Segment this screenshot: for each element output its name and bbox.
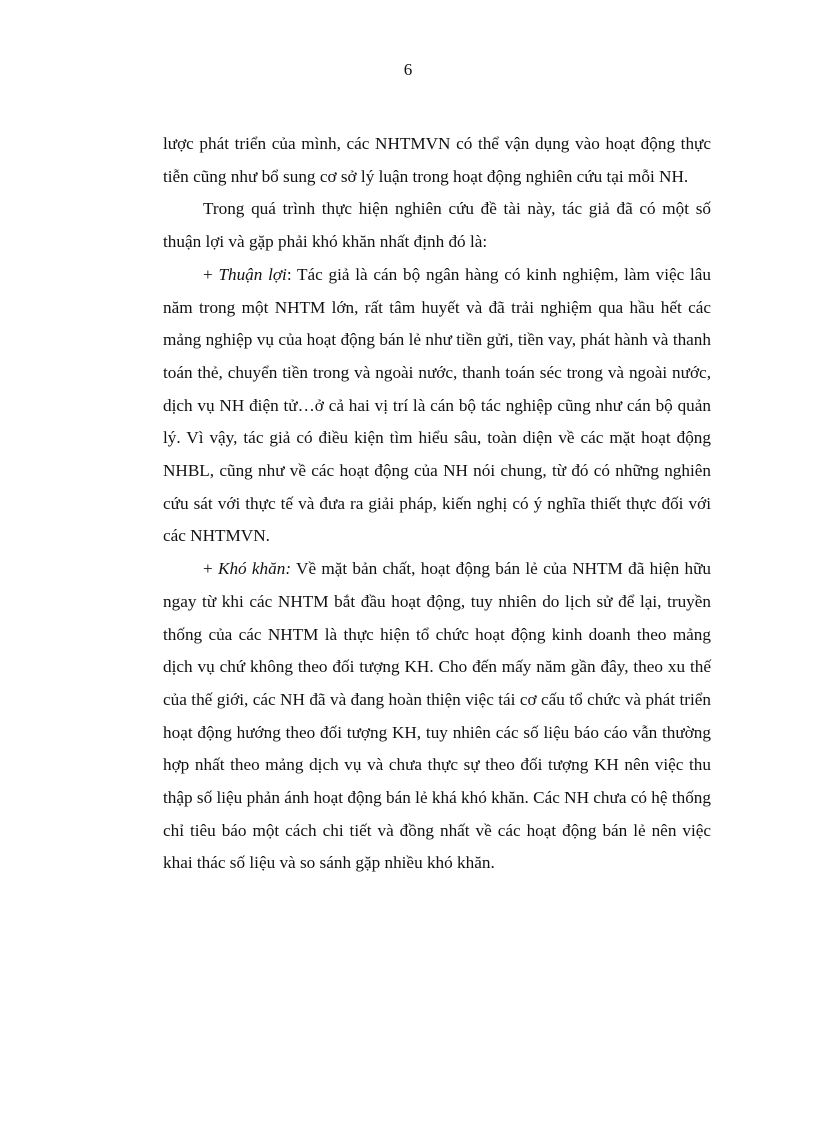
difficulties-text: Về mặt bản chất, hoạt động bán lẻ của NHTM đã hiện hữu ngay từ khi các NHTM bắt đầu hoạt động, tuy nhiên do lịch sử để lại, truyền thống của các NHTM là thực hiện tổ chức hoạt động kinh doanh theo mảng dịch vụ chứ không theo đối tượng KH. Cho đến mấy năm gần đây, theo xu thế của thế giới, các NH đã và đang hoàn thiện việc tái cơ cấu tổ chức và phát triển hoạt động hướng theo đối tượng KH, tuy nhiên các số liệu báo cáo vẫn thường hợp nhất theo mảng dịch vụ và chưa thực sự theo đối tượng KH nên việc thu thập số liệu phản ánh hoạt động bán lẻ khá khó khăn. Các NH chưa có hệ thống chỉ tiêu báo một cách chi tiết và đồng nhất về các hoạt động bán lẻ nên việc khai thác số liệu và so sánh gặp nhiều khó khăn.	[163, 559, 711, 873]
advantages-term: Thuận lợi	[218, 264, 287, 284]
advantages-text: : Tác giả là cán bộ ngân hàng có kinh nghiệm, làm việc lâu năm trong một NHTM lớn, rất tâm huyết và đã trải nghiệm qua hầu hết các mảng nghiệp vụ của hoạt động bán lẻ như tiền gửi, tiền vay, phát hành và thanh toán thẻ, chuyển tiền trong và ngoài nước, thanh toán séc trong và ngoài nước, dịch vụ NH điện tử…ở cả hai vị trí là cán bộ tác nghiệp cũng như cán bộ quản lý. Vì vậy, tác giả có điều kiện tìm hiểu sâu, toàn diện về các mặt hoạt động NHBL, cũng như về các hoạt động của NH nói chung, từ đó có những nghiên cứu sát với thực tế và đưa ra giải pháp, kiến nghị có ý nghĩa thiết thực đối với các NHTMVN.	[163, 264, 711, 546]
paragraph-continuation: lược phát triển của mình, các NHTMVN có thể vận dụng vào hoạt động thực tiễn cũng như bổ sung cơ sở lý luận trong hoạt động nghiên cứu tại mỗi NH.	[163, 134, 711, 186]
body-text	[163, 128, 711, 880]
difficulties-prefix: +	[203, 559, 218, 579]
paragraph-advantages	[163, 259, 711, 553]
page-number: 6	[403, 60, 413, 79]
paragraph-intro: Trong quá trình thực hiện nghiên cứu đề tài này, tác giả đã có một số thuận lợi và gặp phải khó khăn nhất định đó là:	[163, 199, 711, 252]
paragraph-difficulties	[163, 553, 711, 880]
difficulties-term: Khó khăn:	[217, 559, 292, 579]
advantages-prefix: +	[203, 264, 219, 284]
